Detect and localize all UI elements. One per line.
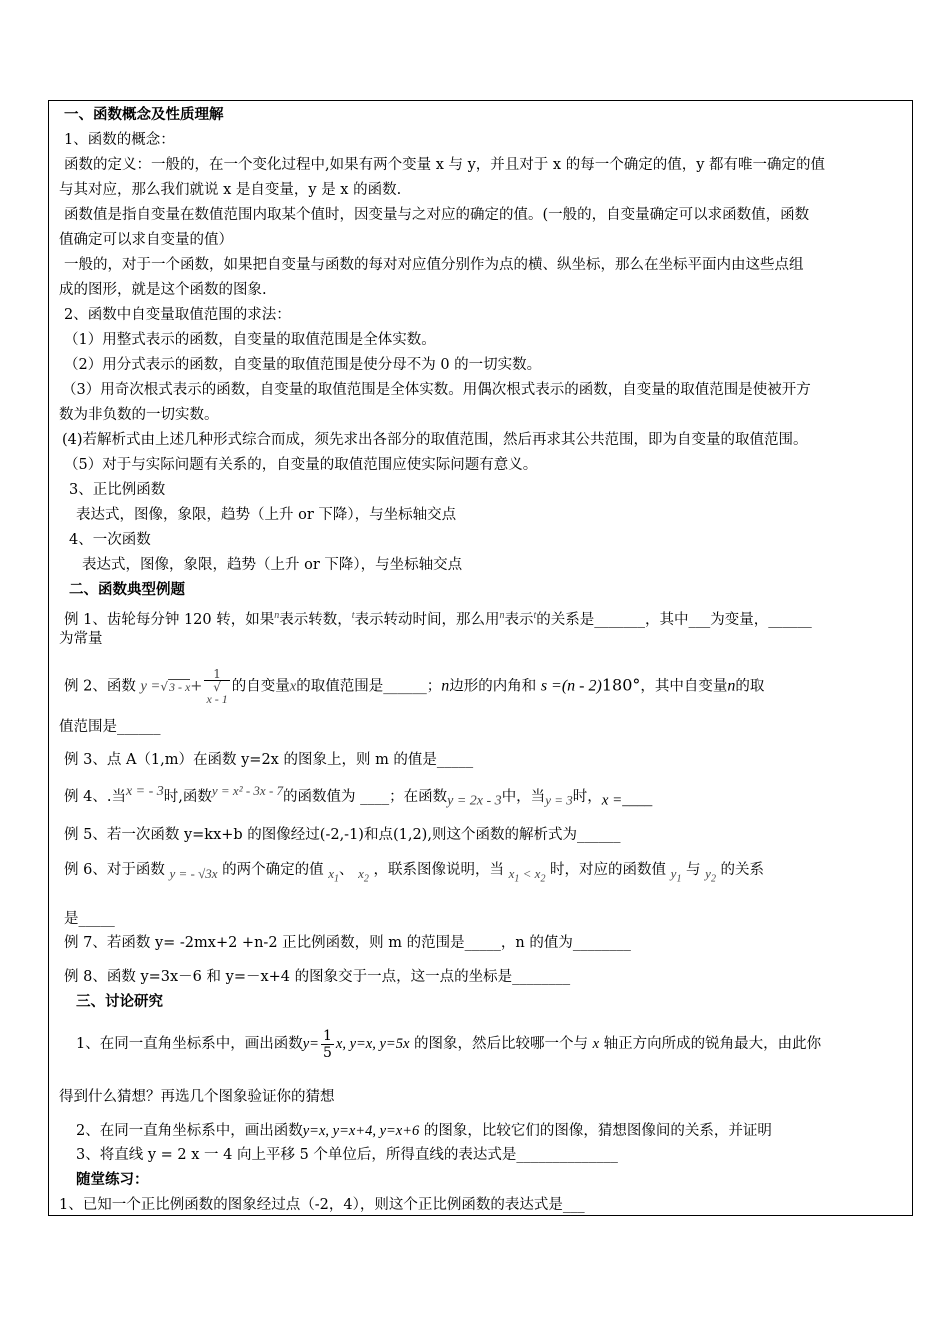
range-rule-5: （5）对于与实际问题有关系的，自变量的取值范围应使实际问题有意义。 bbox=[64, 457, 538, 473]
ex4-text-d: 中，当 bbox=[501, 788, 546, 805]
ex6-text-c: ，联系图像说明，当 bbox=[373, 862, 504, 878]
ex1-text-e: 的关系是_______，其中___为变量，______ bbox=[536, 611, 812, 628]
example-3: 例 3、点 A（1,m）在函数 y=2x 的图象上，则 m 的值是_____ bbox=[64, 752, 474, 768]
ex6-text-a: 例 6、对于函数 bbox=[64, 862, 165, 878]
ex2-text-a: 例 2、函数 bbox=[64, 678, 136, 695]
ex1-var-t: t bbox=[351, 610, 355, 621]
q1-formula-y: y= bbox=[302, 1036, 319, 1052]
q1-text-a: 1、在同一直角坐标系中，画出函数 bbox=[76, 1036, 303, 1052]
ex2-text-d: 边形的内角和 bbox=[449, 678, 537, 695]
ex2-degrees: 180° bbox=[601, 675, 641, 695]
example-2-line-b: 值范围是______ bbox=[59, 719, 161, 735]
range-rule-1: （1）用整式表示的函数，自变量的取值范围是全体实数。 bbox=[64, 332, 436, 348]
item4-title: 4、一次函数 bbox=[69, 532, 151, 548]
ex4-text-c: 的函数值为 ____；在函数 bbox=[283, 788, 448, 805]
example-2-line-a: 例 2、函数 y =√3 - x+ 1 √ x - 1 的自变量x的取值范围是______；n边形的内角和 s =(n - 2)180°，其中自变量n的取 bbox=[64, 667, 765, 706]
ex1-text-b: 表示转数， bbox=[279, 611, 352, 628]
question-2 bbox=[76, 1122, 772, 1140]
def-line-a: 函数的定义：一般的，在一个变化过程中,如果有两个变量 x 与 y，并且对于 x 的每一个确定的值，y 都有唯一确定的值 bbox=[64, 157, 825, 173]
ex4-text-a: 例 4、.当 bbox=[64, 788, 126, 805]
item1-title: 1、函数的概念： bbox=[64, 132, 175, 148]
value-line-a: 函数值是指自变量在数值范围内取某个值时，因变量与之对应的确定的值。(一般的，自变量确定可以求函数值，函数 bbox=[64, 207, 810, 223]
ex6-x1: x1 bbox=[328, 865, 339, 885]
ex2-text-f: 的取 bbox=[735, 678, 765, 695]
q1-fraction bbox=[321, 1028, 334, 1061]
q1-frac-num: 1 bbox=[322, 1027, 332, 1044]
ex6-sep: 、 bbox=[338, 862, 354, 878]
question-1-line-a bbox=[76, 1026, 821, 1062]
ex2-frac-num: 1 bbox=[213, 667, 221, 681]
q1-var-x: x bbox=[592, 1036, 600, 1052]
ex2-var-n2: n bbox=[727, 677, 736, 695]
item4-desc: 表达式，图像，象限，趋势（上升 or 下降），与坐标轴交点 bbox=[82, 557, 463, 573]
range-rule-3a: （3）用奇次根式表示的函数，自变量的取值范围是全体实数。用偶次根式表示的函数，自变量的取值范围是使被开方 bbox=[62, 382, 811, 398]
ex1-text-d: 表示 bbox=[504, 611, 534, 628]
graph-line-b: 成的图形，就是这个函数的图象. bbox=[59, 282, 267, 298]
value-line-b: 值确定可以求自变量的值） bbox=[59, 232, 233, 248]
example-1-line-b: 为常量 bbox=[59, 631, 103, 647]
ex2-text-e: ，其中自变量 bbox=[640, 678, 728, 695]
ex6-text-e: 的关系 bbox=[720, 862, 765, 878]
range-rule-2: （2）用分式表示的函数，自变量的取值范围是使分母不为 0 的一切实数。 bbox=[64, 357, 542, 373]
ex1-var-n2: n bbox=[499, 610, 505, 621]
ex4-cond-x: x = - 3 bbox=[125, 784, 164, 799]
example-5: 例 5、若一次函数 y=kx+b 的图像经过(-2,-1)和点(1,2),则这个函数的解析式为______ bbox=[64, 827, 621, 843]
ex1-text-c: 表示转动时间，那么用 bbox=[354, 611, 500, 628]
item2-title: 2、函数中自变量取值范围的求法： bbox=[64, 307, 291, 323]
def-line-b: 与其对应，那么我们就说 x 是自变量，y 是 x 的函数. bbox=[59, 182, 402, 198]
ex2-formula-y: y = bbox=[140, 678, 161, 695]
section1-heading: 一、函数概念及性质理解 bbox=[64, 106, 224, 123]
example-7: 例 7、若函数 y= -2mx+2 +n-2 正比例函数，则 m 的范围是_____，n 的值为________ bbox=[64, 935, 631, 951]
section3-heading: 三、讨论研究 bbox=[76, 993, 163, 1010]
q1-text-c: 的图象，然后比较哪一个与 bbox=[414, 1036, 588, 1052]
example-6-line-b: 是_____ bbox=[64, 911, 115, 927]
ex4-text-b: 时,函数 bbox=[163, 788, 212, 805]
q1-formulas: x, y=x, y=5x bbox=[335, 1036, 410, 1052]
practice-1: 1、已知一个正比例函数的图象经过点（-2，4），则这个正比例函数的表达式是___ bbox=[59, 1197, 585, 1213]
ex1-var-n: n bbox=[274, 610, 280, 621]
ex1-var-t2: t bbox=[533, 610, 537, 621]
range-rule-3b: 数为非负数的一切实数。 bbox=[59, 407, 219, 423]
ex2-radicand-1: 3 - x bbox=[168, 679, 191, 694]
ex2-fraction: 1 √ x - 1 bbox=[206, 667, 228, 706]
ex2-var-n: n bbox=[441, 677, 450, 695]
ex6-function: y = - √3x bbox=[169, 865, 218, 881]
ex2-formula-s: s =(n - 2) bbox=[540, 677, 602, 695]
ex2-radicand-2: x - 1 bbox=[206, 692, 228, 706]
q2-text-a: 2、在同一直角坐标系中，画出函数 bbox=[76, 1123, 303, 1139]
section2-heading: 二、函数典型例题 bbox=[69, 581, 185, 598]
ex2-text-c: 的取值范围是______； bbox=[296, 678, 442, 695]
item3-title: 3、正比例函数 bbox=[69, 482, 166, 498]
ex4-answer-x: x =____ bbox=[601, 792, 653, 809]
example-8: 例 8、函数 y=3x－6 和 y=－x+4 的图象交于一点，这一点的坐标是________ bbox=[64, 969, 571, 985]
ex4-cond-y: y = 3 bbox=[545, 792, 573, 808]
example-1-line-a bbox=[64, 607, 812, 629]
ex1-text-a: 例 1、齿轮每分钟 120 转，如果 bbox=[64, 611, 275, 628]
ex6-text-d: 时，对应的函数值 bbox=[550, 862, 667, 878]
ex2-var-x: x bbox=[289, 678, 297, 695]
q1-frac-den: 5 bbox=[322, 1044, 332, 1061]
ex2-plus: + bbox=[190, 678, 203, 695]
ex6-x2: x2 bbox=[358, 865, 369, 885]
graph-line-a: 一般的，对于一个函数，如果把自变量与函数的每对对应值分别作为点的横、纵坐标，那么在坐标平面内由这些点组 bbox=[64, 257, 804, 273]
q2-text-b: 的图象，比较它们的图像，猜想图像间的关系，并证明 bbox=[423, 1123, 772, 1139]
ex6-y2: y2 bbox=[705, 865, 716, 885]
range-rule-4: (4)若解析式由上述几种形式综合而成，须先求出各部分的取值范围，然后再求其公共范围，即为自变量的取值范围。 bbox=[62, 432, 808, 448]
ex2-text-b: 的自变量 bbox=[231, 678, 290, 695]
question-3: 3、将直线 y = 2 x 一 4 向上平移 5 个单位后，所得直线的表达式是______________ bbox=[76, 1147, 618, 1163]
ex6-with: 与 bbox=[686, 862, 701, 878]
example-6-line-a bbox=[64, 858, 764, 891]
item3-desc: 表达式，图像，象限，趋势（上升 or 下降），与坐标轴交点 bbox=[76, 507, 457, 523]
practice-heading: 随堂练习： bbox=[76, 1171, 149, 1188]
q2-formulas: y=x, y=x+4, y=x+6 bbox=[302, 1123, 420, 1139]
q1-text-d: 轴正方向所成的锐角最大，由此你 bbox=[603, 1036, 822, 1052]
ex4-text-e: 时， bbox=[572, 788, 602, 805]
question-1-line-b: 得到什么猜想？再选几个图象验证你的猜想 bbox=[59, 1089, 335, 1105]
ex6-text-b: 的两个确定的值 bbox=[222, 862, 324, 878]
example-4 bbox=[64, 780, 652, 813]
ex4-function: y = x² - 3x - 7 bbox=[211, 783, 284, 798]
ex6-y1: y1 bbox=[670, 865, 682, 885]
ex6-inequality: x1 < x2 bbox=[508, 865, 546, 885]
ex4-function-2: y = 2x - 3 bbox=[447, 793, 502, 809]
